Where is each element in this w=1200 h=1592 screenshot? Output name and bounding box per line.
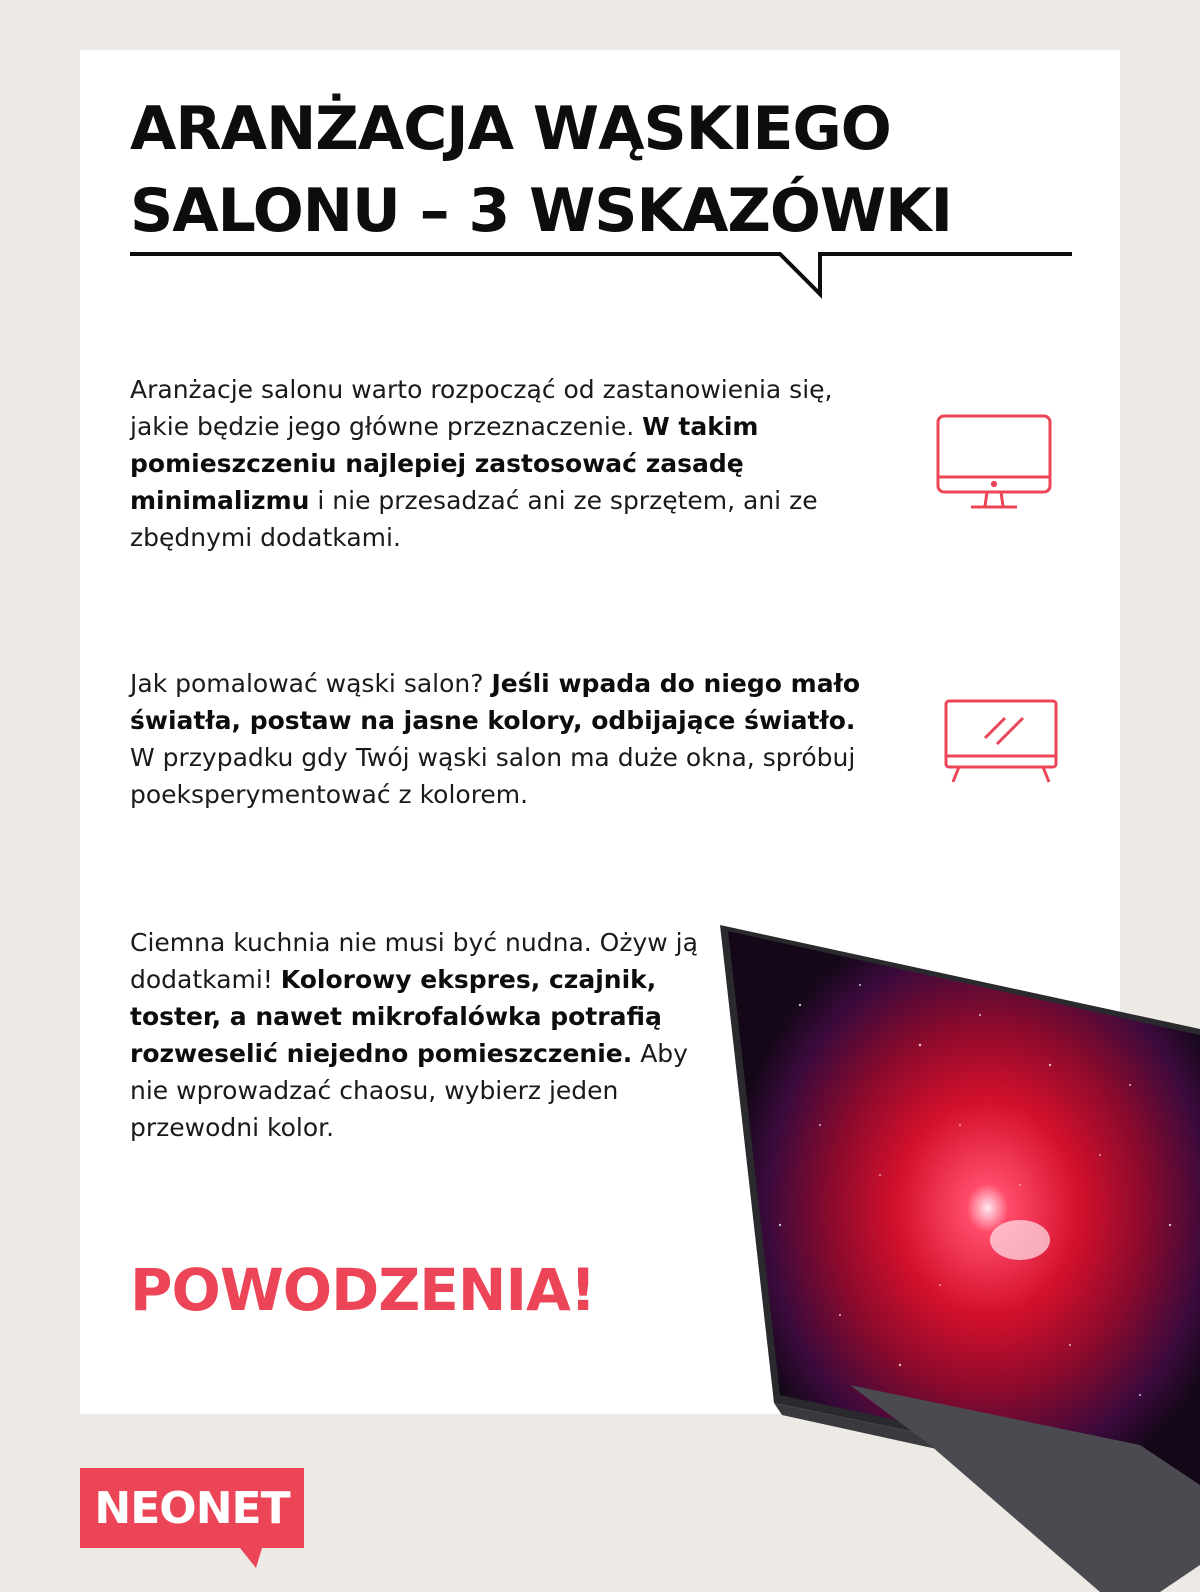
tip-1-bold: W takim pomieszczeniu najlepiej zastosować zasadę minimalizmu xyxy=(130,412,759,515)
tv-photo xyxy=(720,925,1200,1592)
tip-2 xyxy=(130,665,870,813)
closing-slogan: POWODZENIA! xyxy=(130,1256,596,1324)
title-line-1: ARANŻACJA WĄSKIEGO xyxy=(130,94,891,164)
tip-3 xyxy=(130,924,710,1146)
monitor-icon xyxy=(935,413,1053,511)
tip-2-text: Jak pomalować wąski salon? xyxy=(130,669,492,698)
title-line-2: SALONU – 3 WSKAZÓWKI xyxy=(130,176,952,246)
tip-2-text-end: W przypadku gdy Twój wąski salon ma duże okna, spróbuj poeksperymentować z kolorem. xyxy=(130,743,856,809)
tip-2-bold: Jeśli wpada do niego mało światła, postaw na jasne kolory, odbijające światło. xyxy=(130,669,861,735)
tip-3-text-end: Aby nie wprowadzać chaosu, wybierz jeden przewodni kolor. xyxy=(130,1039,688,1142)
neonet-logo-text: NEONET xyxy=(94,1482,290,1534)
tip-3-text: Ciemna kuchnia nie musi być nudna. Ożyw ją dodatkami! xyxy=(130,928,698,994)
tip-1-text-end: i nie przesadzać ani ze sprzętem, ani ze zbędnymi dodatkami. xyxy=(130,486,818,552)
page-title xyxy=(130,88,1090,252)
speech-bubble-underline xyxy=(130,250,1072,306)
tip-1 xyxy=(130,371,870,556)
tip-1-text: Aranżacje salonu warto rozpocząć od zastanowienia się, jakie będzie jego główne przeznaczenie. xyxy=(130,375,833,441)
tip-3-bold: Kolorowy ekspres, czajnik, toster, a nawet mikrofalówka potrafią rozweselić niejedno pomieszczenie. xyxy=(130,965,662,1068)
tv-icon xyxy=(943,698,1061,786)
